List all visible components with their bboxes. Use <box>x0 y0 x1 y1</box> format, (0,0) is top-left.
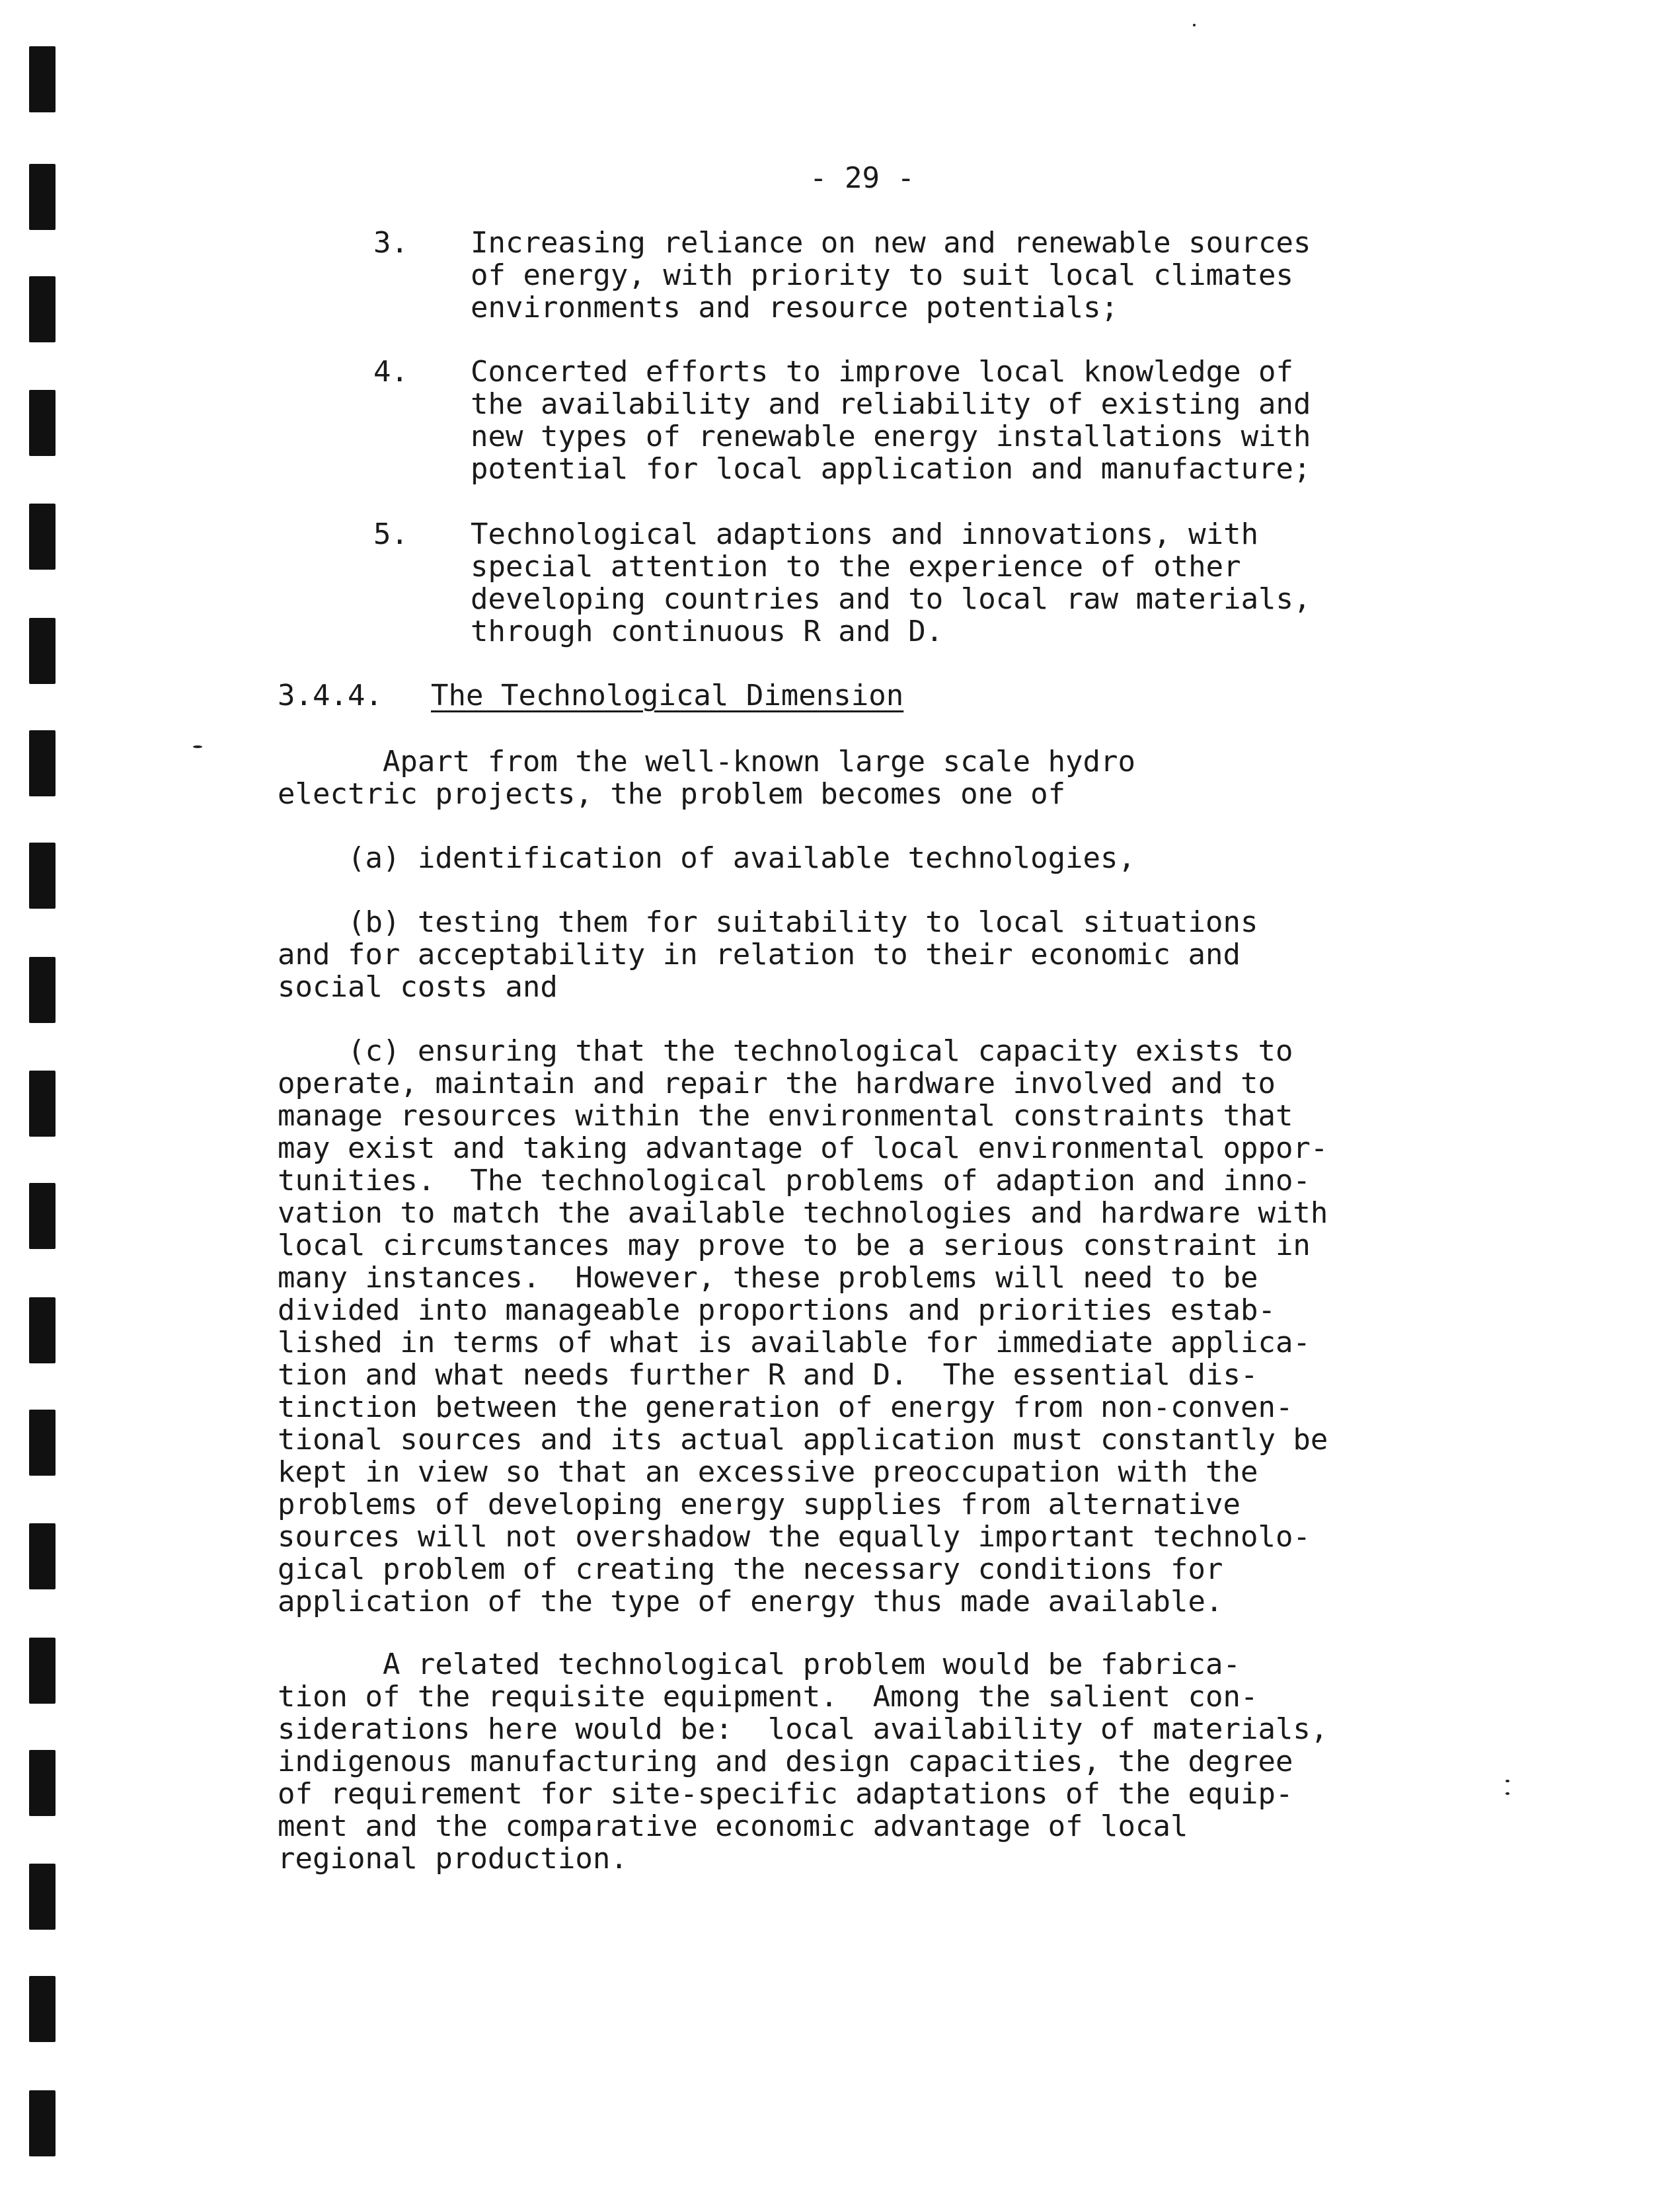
binding-mark <box>29 1071 56 1137</box>
list-item <box>471 227 1311 324</box>
paragraph-line: vation to match the available technologies and hardware with <box>278 1196 1328 1230</box>
list-item-number: 3. <box>373 226 408 260</box>
paragraph-line: problems of developing energy supplies from alternative <box>278 1488 1241 1521</box>
list-item-line: of energy, with priority to suit local climates <box>471 258 1294 292</box>
list-item-number: 5. <box>373 517 408 551</box>
list-item-number: 4. <box>373 355 408 389</box>
list-item-line: developing countries and to local raw materials, <box>471 582 1311 616</box>
list-item-line: through continuous R and D. <box>471 615 944 648</box>
paragraph-line: sources will not overshadow the equally important technolo- <box>278 1520 1311 1554</box>
paragraph-line: local circumstances may prove to be a serious constraint in <box>278 1229 1311 1262</box>
section-number: 3.4.4. <box>278 679 383 712</box>
binding-mark <box>29 504 56 570</box>
binding-mark <box>29 390 56 456</box>
paragraph-line: kept in view so that an excessive preoccupation with the <box>278 1455 1258 1489</box>
paragraph-line: tion and what needs further R and D. The essential dis- <box>278 1358 1258 1392</box>
closing-paragraph <box>278 1648 1328 1875</box>
paragraph-line: (b) testing them for suitability to local situations <box>278 905 1258 939</box>
paragraph-line: ment and the comparative economic advantage of local <box>278 1809 1188 1843</box>
paragraph-line: gical problem of creating the necessary conditions for <box>278 1552 1223 1586</box>
binding-marks <box>29 0 56 2200</box>
scan-speck <box>193 745 202 748</box>
paragraph-line: Apart from the well-known large scale hydro <box>278 745 1136 778</box>
list-item <box>471 356 1311 485</box>
intro-paragraph <box>278 745 1135 810</box>
paragraph-line: application of the type of energy thus made available. <box>278 1585 1223 1618</box>
paragraph-line: (c) ensuring that the technological capacity exists to <box>278 1034 1293 1068</box>
binding-mark <box>29 1297 56 1363</box>
point-a-paragraph <box>278 842 1135 874</box>
binding-mark <box>29 843 56 909</box>
paragraph-line: manage resources within the environmental constraints that <box>278 1099 1293 1133</box>
list-item-line: environments and resource potentials; <box>471 291 1119 324</box>
list-item-line: special attention to the experience of other <box>471 550 1241 584</box>
list-item-line: Concerted efforts to improve local knowledge of <box>471 355 1294 389</box>
page-number: - 29 - <box>810 161 915 195</box>
binding-mark <box>29 276 56 342</box>
paragraph-line: operate, maintain and repair the hardware involved and to <box>278 1067 1276 1100</box>
paragraph-line: siderations here would be: local availability of materials, <box>278 1712 1328 1746</box>
binding-mark <box>29 2090 56 2156</box>
list-item <box>471 518 1311 648</box>
paragraph-line: regional production. <box>278 1842 628 1876</box>
binding-mark <box>29 1183 56 1249</box>
scan-speck <box>1506 1792 1509 1795</box>
paragraph-line: of requirement for site-specific adaptations of the equip- <box>278 1777 1293 1811</box>
paragraph-line: indigenous manufacturing and design capacities, the degree <box>278 1745 1293 1778</box>
list-item-line: potential for local application and manufacture; <box>471 452 1311 486</box>
paragraph-line: tion of the requisite equipment. Among the salient con- <box>278 1680 1258 1714</box>
binding-mark <box>29 618 56 684</box>
paragraph-line: tional sources and its actual application must constantly be <box>278 1423 1328 1457</box>
paragraph-line: A related technological problem would be fabrica- <box>278 1648 1241 1681</box>
paragraph-line: tunities. The technological problems of adaption and inno- <box>278 1164 1311 1197</box>
binding-mark <box>29 730 56 796</box>
list-item-line: Increasing reliance on new and renewable sources <box>471 226 1311 260</box>
binding-mark <box>29 1410 56 1476</box>
paragraph-line: and for acceptability in relation to their economic and <box>278 938 1241 971</box>
paragraph-line: tinction between the generation of energy from non-conven- <box>278 1390 1293 1424</box>
point-c-paragraph <box>278 1035 1328 1618</box>
paragraph-line: many instances. However, these problems will need to be <box>278 1261 1258 1295</box>
paragraph-line: (a) identification of available technologies, <box>278 841 1136 875</box>
list-item-line: the availability and reliability of existing and <box>471 387 1311 421</box>
binding-mark <box>29 957 56 1023</box>
list-item-line: new types of renewable energy installations with <box>471 420 1311 453</box>
paragraph-line: electric projects, the problem becomes one of <box>278 777 1066 811</box>
binding-mark <box>29 46 56 112</box>
section-title: The Technological Dimension <box>431 679 904 712</box>
binding-mark <box>29 1523 56 1589</box>
paragraph-line: social costs and <box>278 970 558 1004</box>
list-item-line: Technological adaptions and innovations, with <box>471 517 1259 551</box>
binding-mark <box>29 1864 56 1930</box>
point-b-paragraph <box>278 906 1258 1003</box>
paragraph-line: lished in terms of what is available for immediate applica- <box>278 1326 1311 1359</box>
scan-speck <box>1193 24 1196 26</box>
paragraph-line: may exist and taking advantage of local environmental oppor- <box>278 1131 1328 1165</box>
binding-mark <box>29 1638 56 1704</box>
binding-mark <box>29 1750 56 1816</box>
paragraph-line: divided into manageable proportions and priorities estab- <box>278 1293 1276 1327</box>
binding-mark <box>29 164 56 230</box>
binding-mark <box>29 1976 56 2042</box>
scan-speck <box>1506 1780 1509 1782</box>
